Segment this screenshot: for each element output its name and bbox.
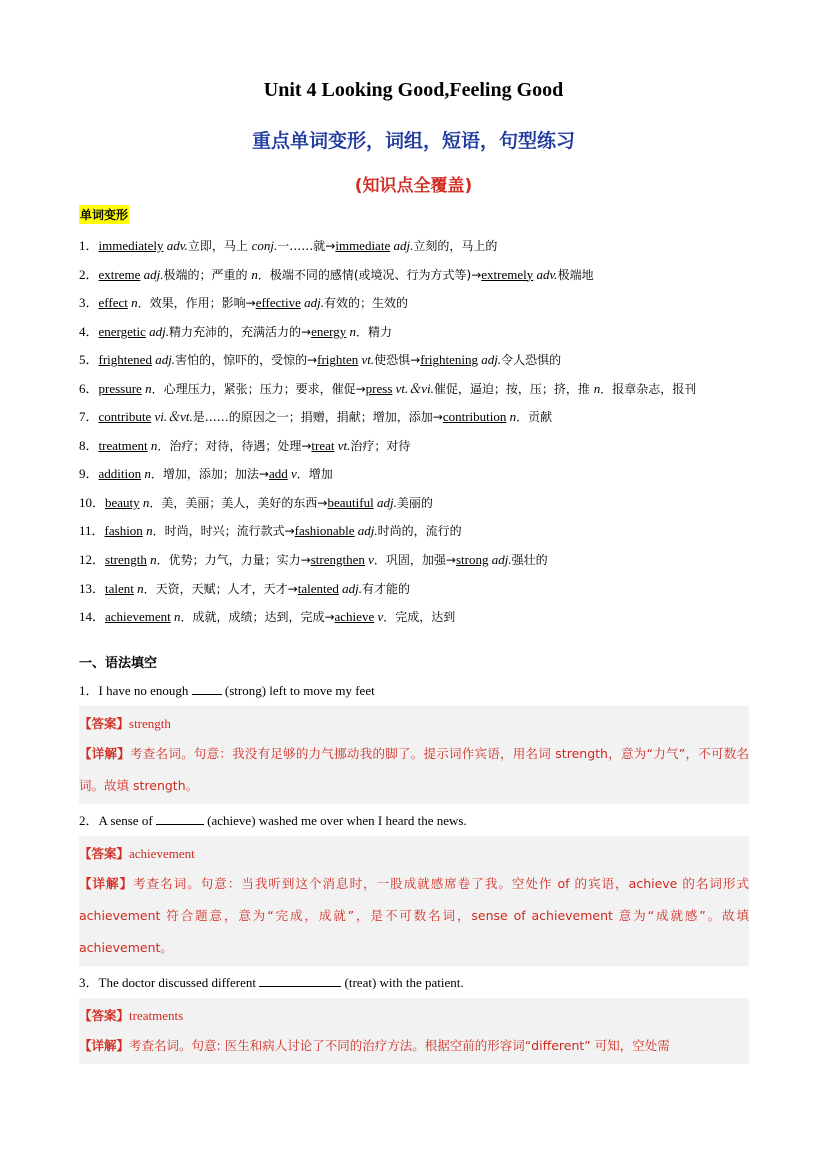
definition-text: 极端地 [557,267,594,282]
definition-text: ．完成，达到 [383,610,456,625]
part-of-speech: n [141,466,151,482]
vocab-word: energetic [98,323,146,339]
definition-text: 治疗；对待 [350,438,411,453]
vocab-item-number: 14． [79,609,106,625]
vocab-word: strength [105,551,147,567]
detail-tag: 【详解】 [79,1038,130,1053]
definition-text: ．巩固，加强→ [373,552,456,567]
vocab-item [79,289,751,318]
definition-text: ．心理压力，紧张；压力；要求，催促→ [151,381,366,396]
definition-text: 立刻的，马上的 [413,239,498,253]
question-text-end: (strong) left to move my feet [221,683,375,698]
part-of-speech: v [364,551,374,567]
definition-text: 极端的；严重的 [163,267,252,282]
vocab-word: frightening [420,352,478,368]
part-of-speech: adj. [488,551,512,567]
part-of-speech: n [593,380,601,396]
part-of-speech: vi.＆vt. [151,408,193,424]
vocab-word: add [268,466,288,482]
vocab-item [79,375,751,403]
question-1 [79,680,375,699]
vocab-word: immediately [98,238,164,253]
vocab-word: achievement [105,609,171,625]
definition-text: ．增加，添加；加法→ [150,467,269,482]
vocab-item-number: 2． [79,266,99,282]
vocab-item-number: 13． [79,580,106,596]
answer-blank [192,682,222,695]
part-of-speech: n [346,323,356,339]
part-of-speech: adj. [373,494,397,510]
vocab-item [79,403,751,432]
definition-text: ．效果，作用；影响→ [137,296,256,311]
definition-text: 令人恐惧的 [501,353,562,368]
vocab-word: extreme [98,266,141,282]
definition-text: ．时尚，时兴；流行款式→ [152,524,295,539]
question-2 [79,810,467,829]
part-of-speech: adj. [151,352,176,368]
definition-text: 有才能的 [362,581,411,596]
question-text-start: 3．The doctor discussed different [79,975,260,990]
vocab-word: pressure [98,380,142,396]
vocab-item-number: 11． [79,523,105,539]
document-title: Unit 4 Looking Good,Feeling Good [263,79,564,101]
question-text-end: (treat) with the patient. [341,975,464,990]
question-3 [79,972,464,991]
answer-line [79,1006,183,1024]
vocab-word: treat [311,437,335,453]
vocab-item-number: 10． [79,494,106,510]
definition-text: 有效的；生效的 [324,296,409,311]
definition-text: 强壮的 [511,552,548,567]
answer-blank [156,812,204,825]
part-of-speech: adj. [338,580,362,596]
vocab-word: achieve [334,609,375,625]
vocab-item [79,346,751,375]
definition-text: ．美，美丽；美人，美好的东西→ [149,495,328,510]
detail-body: 考查名词。句意：我没有足够的力气挪动我的脚了。提示词作宾语，用名词 strength，意为“力气”，不可数名词。故填 strength。 [79,746,749,793]
answer-value: achievement [129,846,195,861]
definition-text: 是……的原因之一；捐赠，捐献；增加，添加→ [192,409,443,424]
vocab-item-number: 6． [79,380,99,396]
vocab-word: press [365,380,393,396]
answer-tag: 【答案】 [79,716,130,731]
vocab-word: immediate [335,238,391,253]
vocab-word: frightened [98,352,152,368]
document-subtitle: 重点单词变形，词组，短语，句型练习 [251,130,575,152]
detail-tag: 【详解】 [79,876,134,891]
answer-box-1 [79,706,749,804]
vocab-word: addition [98,466,142,482]
detail-text [79,868,749,964]
vocab-word: extremely [481,266,534,282]
vocab-item [79,546,751,575]
vocab-item-number: 1． [79,238,99,253]
detail-body: 考查名词。句意：当我听到这个消息时，一股成就感席卷了我。空处作 of 的宾语，achieve 的名词形式 achievement 符合题意，意为“完成，成就”，是不可数名词，sense of achievement 意为“成就感”。故填 achievement。 [79,876,749,955]
part-of-speech: vt. [358,352,375,368]
definition-text: ．治疗；对待，待遇；处理→ [157,438,312,453]
vocab-word: talent [105,580,134,596]
definition-text: 美丽的 [396,495,433,510]
definition-text: 催促，逼迫；按，压；挤，推 [433,381,594,396]
definition-text: 害怕的，惊吓的，受惊的→ [175,353,318,368]
part-of-speech: n [147,437,158,453]
answer-tag: 【答案】 [79,1008,130,1023]
vocab-item-number: 12． [79,551,106,567]
part-of-speech: n [506,408,517,424]
vocab-item [79,603,751,632]
answer-line [79,714,171,732]
part-of-speech: v [287,466,297,482]
vocab-word: effective [255,295,301,311]
vocab-word: strong [455,551,489,567]
part-of-speech: conj. [251,238,278,253]
answer-value: strength [129,716,171,731]
vocab-word: energy [311,323,347,339]
vocab-item-number: 5． [79,352,99,368]
part-of-speech: n [133,580,144,596]
definition-text: ．极端不同的感情(或境况、行为方式等)→ [257,267,482,282]
part-of-speech: n [127,295,138,311]
vocab-item-number: 8． [79,437,99,453]
answer-value: treatments [129,1008,184,1023]
answer-tag: 【答案】 [79,846,130,861]
vocab-word: fashionable [294,523,355,539]
vocab-word: strengthen [310,551,365,567]
answer-line [79,844,195,862]
definition-text: ．精力 [356,324,393,339]
definition-text: 时尚的，流行的 [377,524,462,539]
vocab-word: effect [98,295,128,311]
vocab-item [79,318,751,347]
vocab-item [79,432,751,461]
part-of-speech: n [251,266,258,282]
answer-box-3 [79,998,749,1064]
definition-text: 使恐惧→ [374,353,421,368]
part-of-speech: v [374,609,384,625]
part-of-speech: n [170,609,181,625]
answer-blank [259,974,341,987]
document-subtitle-note: (知识点全覆盖) [354,176,473,196]
vocab-item [79,517,751,546]
vocab-word: contribute [98,408,152,424]
part-of-speech: adv. [163,238,188,253]
definition-text: ．增加 [296,467,333,482]
part-of-speech: n [141,380,152,396]
vocab-list [79,232,751,632]
vocab-word: beautiful [327,494,374,510]
vocab-word: beauty [105,494,140,510]
question-text-start: 1．I have no enough [79,683,192,698]
vocab-word: talented [297,580,339,596]
vocab-item [79,460,751,489]
definition-text: ．成就，成绩；达到，完成→ [180,610,335,625]
definition-text: 精力充沛的，充满活力的→ [169,324,312,339]
part-of-speech: adv. [533,266,558,282]
detail-tag: 【详解】 [79,746,131,761]
definition-text: 一……就→ [277,239,336,253]
detail-text [79,738,749,802]
part-of-speech: vt.＆vi. [392,380,434,396]
part-of-speech: adj. [390,238,414,253]
vocab-item-number: 7． [79,408,99,424]
vocab-word: fashion [104,523,143,539]
detail-body: 考查名词。句意: 医生和病人讨论了不同的治疗方法。根据空前的形容词“different” 可知，空处需 [129,1038,670,1053]
definition-text: 立即，马上 [187,239,252,253]
definition-text: ．天资，天赋；人才，天才→ [143,581,298,596]
vocab-item [79,261,751,290]
vocab-word: contribution [442,408,507,424]
vocab-word: frighten [317,352,359,368]
part-of-speech: n [146,551,157,567]
detail-text [79,1030,749,1062]
definition-text: ．报章杂志，报刊 [600,381,697,396]
part-of-speech: adj. [354,523,378,539]
vocab-item [79,489,751,518]
question-text-start: 2．A sense of [79,813,156,828]
vocab-item-number: 4． [79,323,99,339]
definition-text: ．优势；力气，力量；实力→ [156,552,311,567]
answer-box-2 [79,836,749,966]
vocab-item-number: 3． [79,295,99,311]
vocab-word: treatment [98,437,148,453]
vocab-item [79,232,751,261]
part-of-speech: adj. [478,352,502,368]
grammar-section-title: 一、语法填空 [79,656,158,671]
definition-text: ．贡献 [516,409,553,424]
vocab-item-number: 9． [79,466,99,482]
vocab-section-label: 单词变形 [79,205,129,224]
part-of-speech: vt. [334,437,351,453]
part-of-speech: adj. [300,295,325,311]
part-of-speech: adj. [140,266,164,282]
question-text-end: (achieve) washed me over when I heard the news. [203,813,467,828]
part-of-speech: adj. [145,323,170,339]
part-of-speech: n [139,494,150,510]
part-of-speech: n [142,523,153,539]
vocab-item [79,575,751,604]
